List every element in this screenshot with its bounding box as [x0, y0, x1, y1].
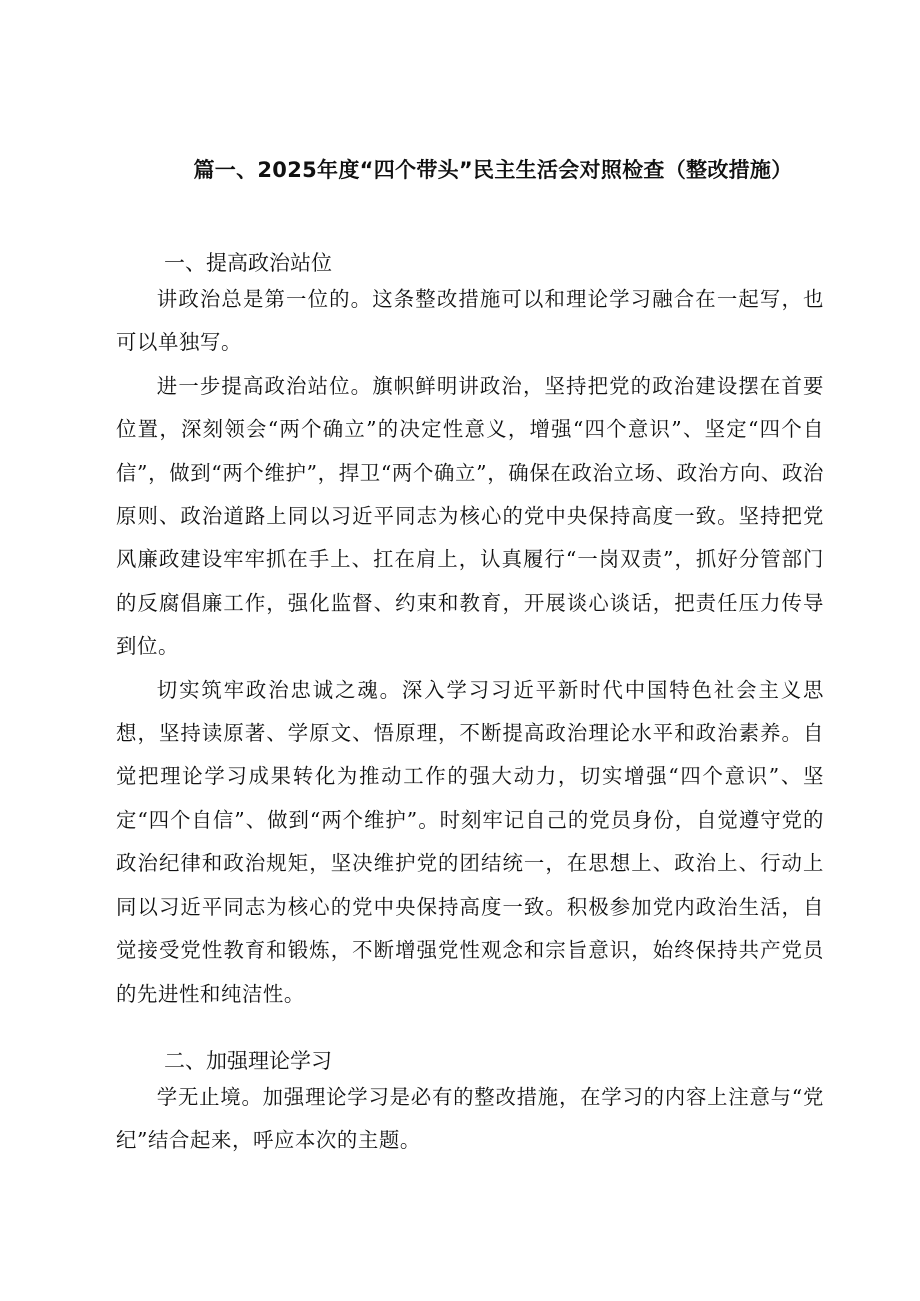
section-heading-theory-study: 二、加强理论学习	[164, 1048, 332, 1073]
paragraph: 切实筑牢政治忠诚之魂。深入学习习近平新时代中国特色社会主义思想，坚持读原著、学原文、悟原理，不断提高政治理论水平和政治素养。自觉把理论学习成果转化为推动工作的强大动力，切实增强“四个意识”、坚定“四个自信”、做到“两个维护”。时刻牢记自己的党员身份，自觉遵守党的政治纪律和政治规矩，坚决维护党的团结统一，在思想上、政治上、行动上同以习近平同志为核心的党中央保持高度一致。积极参加党内政治生活，自觉接受党性教育和锻炼，不断增强党性观念和宗旨意识，始终保持共产党员的先进性和纯洁性。	[116, 677, 824, 1006]
paragraph: 学无止境。加强理论学习是必有的整改措施，在学习的内容上注意与“党纪”结合起来，呼应本次的主题。	[116, 1084, 824, 1153]
section-heading-political-stance: 一、提高政治站位	[164, 251, 332, 275]
paragraph: 讲政治总是第一位的。这条整改措施可以和理论学习融合在一起写，也可以单独写。	[116, 287, 824, 355]
document-title: 篇一、2025年度“四个带头”民主生活会对照检查（整改措施）	[193, 158, 793, 182]
paragraph: 进一步提高政治站位。旗帜鲜明讲政治，坚持把党的政治建设摆在首要位置，深刻领会“两个确立”的决定性意义，增强“四个意识”、坚定“四个自信”，做到“两个维护”，捍卫“两个确立”，确保在政治立场、政治方向、政治原则、政治道路上同以习近平同志为核心的党中央保持高度一致。坚持把党风廉政建设牢牢抓在手上、扛在肩上，认真履行“一岗双责”，抓好分管部门的反腐倡廉工作，强化监督、约束和教育，开展谈心谈话，把责任压力传导到位。	[116, 373, 824, 659]
